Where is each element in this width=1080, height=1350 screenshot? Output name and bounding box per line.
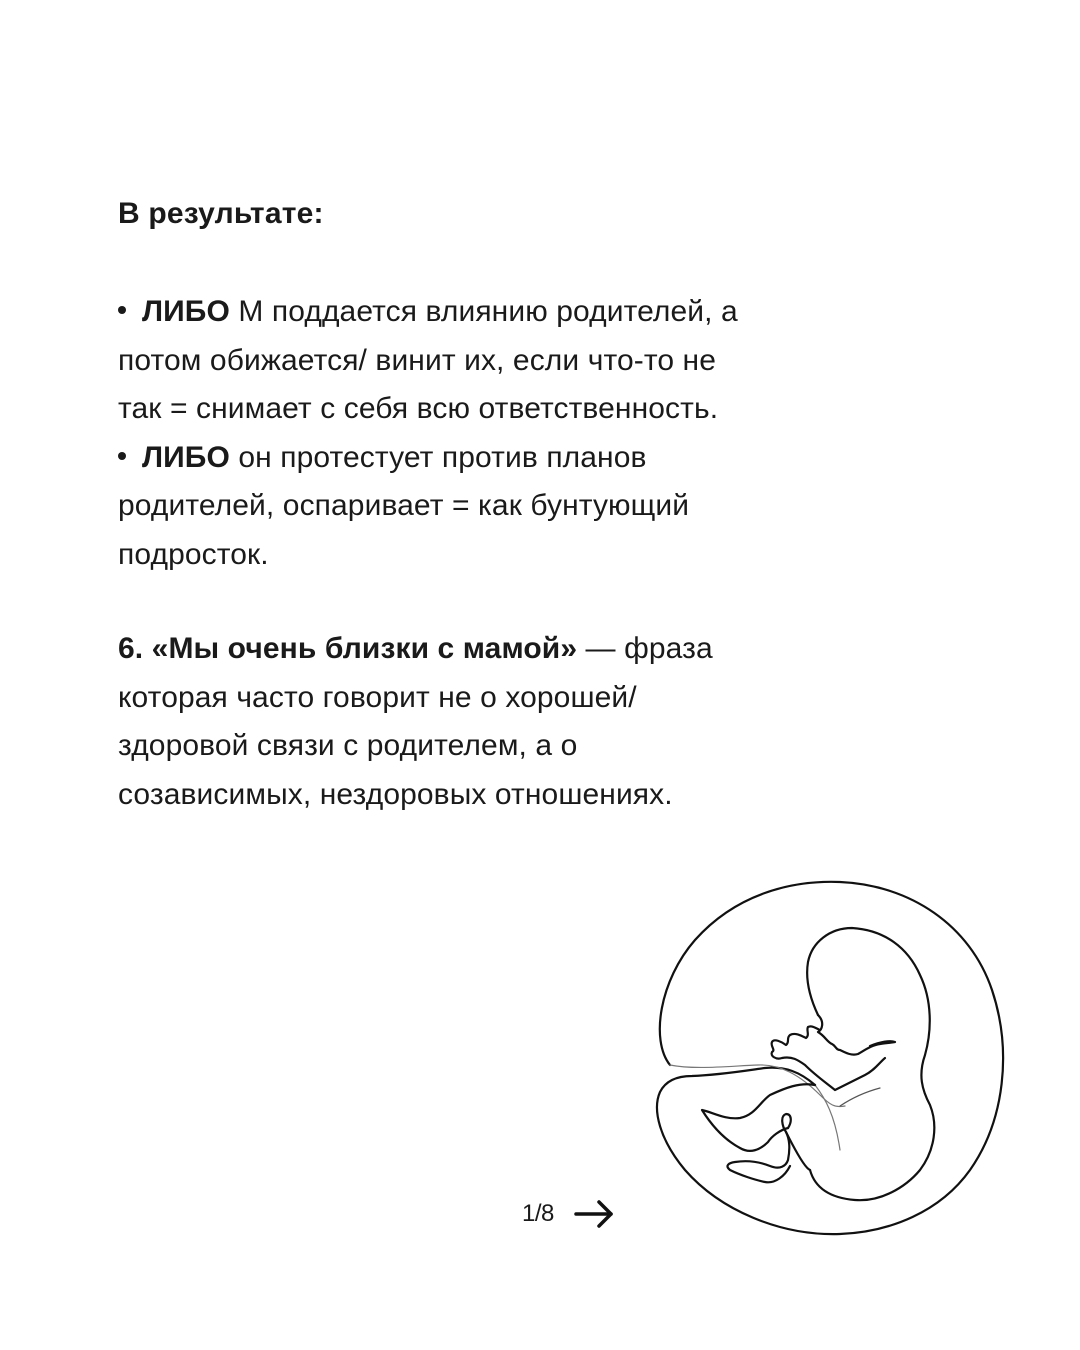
point-6-text: здоровой связи с родителем, а о bbox=[118, 729, 578, 762]
list-item bbox=[118, 434, 898, 580]
page-indicator: 1/8 bbox=[522, 1200, 554, 1227]
list-item-text: он протестует против планов bbox=[229, 440, 647, 474]
pager bbox=[522, 1196, 616, 1232]
outcome-list bbox=[118, 288, 898, 579]
point-6-title: 6. «Мы очень близки с мамой» bbox=[118, 632, 578, 665]
next-page-button[interactable] bbox=[572, 1196, 616, 1232]
point-6-text: которая часто говорит не о хорошей/ bbox=[118, 680, 637, 714]
arrow-right-icon bbox=[573, 1199, 615, 1229]
point-6-text: созависимых, нездоровых отношениях. bbox=[118, 777, 673, 811]
point-6-paragraph bbox=[118, 625, 898, 819]
section-heading: В результате: bbox=[118, 197, 324, 230]
fetus-illustration bbox=[640, 870, 1020, 1250]
list-item-keyword: ЛИБО bbox=[142, 295, 230, 328]
list-item-keyword: ЛИБО bbox=[142, 440, 230, 474]
list-item-text: родителей, оспаривает = как бунтующий bbox=[118, 489, 690, 522]
slide-content bbox=[118, 190, 898, 819]
list-item-text: так = снимает с себя всю ответственность. bbox=[118, 392, 719, 425]
list-item bbox=[118, 288, 898, 434]
fetus-line-art-icon bbox=[640, 870, 1020, 1250]
list-item-text: М поддается влиянию родителей, а bbox=[229, 295, 738, 328]
list-item-text: подросток. bbox=[118, 537, 269, 571]
list-item-text: потом обижается/ винит их, если что-то не bbox=[118, 343, 716, 377]
point-6-text: — фраза bbox=[577, 632, 713, 665]
bullet-icon bbox=[118, 452, 126, 460]
bullet-icon bbox=[118, 306, 126, 314]
